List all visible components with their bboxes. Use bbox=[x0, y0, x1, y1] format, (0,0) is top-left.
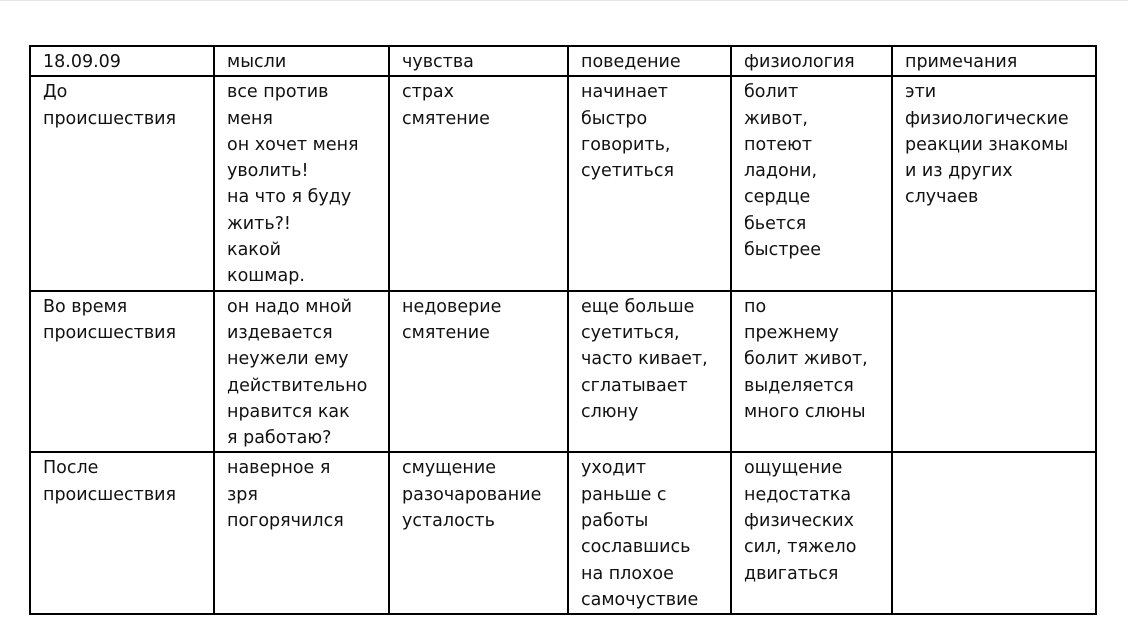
cell-physiology-during: по прежнему болит живот, выделяется много слюны bbox=[731, 291, 892, 453]
cell-thoughts-after: наверное я зря погорячился bbox=[214, 452, 389, 614]
header-thoughts: мысли bbox=[214, 46, 389, 76]
cell-behavior-before: начинает быстро говорить, суетиться bbox=[568, 76, 731, 290]
row-label-after: После происшествия bbox=[30, 452, 214, 614]
header-behavior: поведение bbox=[568, 46, 731, 76]
cell-behavior-during: еще больше суетиться, часто кивает, сглатывает слюну bbox=[568, 291, 731, 453]
header-notes: примечания bbox=[892, 46, 1096, 76]
header-date: 18.09.09 bbox=[30, 46, 214, 76]
row-label-before: До происшествия bbox=[30, 76, 214, 290]
cell-feelings-before: страх смятение bbox=[389, 76, 568, 290]
table-row-during bbox=[30, 291, 1096, 453]
table-row-after bbox=[30, 452, 1096, 614]
header-feelings: чувства bbox=[389, 46, 568, 76]
cell-behavior-after: уходит раньше с работы сославшись на плохое самочуствие bbox=[568, 452, 731, 614]
cell-notes-during bbox=[892, 291, 1096, 453]
cell-feelings-after: смущение разочарование усталость bbox=[389, 452, 568, 614]
cell-notes-after bbox=[892, 452, 1096, 614]
header-row bbox=[30, 46, 1096, 76]
cell-notes-before: эти физиологические реакции знакомы и из других случаев bbox=[892, 76, 1096, 290]
diary-table bbox=[29, 45, 1097, 615]
table-row-before bbox=[30, 76, 1096, 290]
cell-physiology-after: ощущение недостатка физических сил, тяжело двигаться bbox=[731, 452, 892, 614]
cell-feelings-during: недоверие смятение bbox=[389, 291, 568, 453]
header-physiology: физиология bbox=[731, 46, 892, 76]
cell-thoughts-during: он надо мной издевается неужели ему действительно нравится как я работаю? bbox=[214, 291, 389, 453]
cell-thoughts-before: все против меня он хочет меня уволить! на что я буду жить?! какой кошмар. bbox=[214, 76, 389, 290]
row-label-during: Во время происшествия bbox=[30, 291, 214, 453]
cell-physiology-before: болит живот, потеют ладони, сердце бьется быстрее bbox=[731, 76, 892, 290]
top-divider bbox=[0, 0, 1128, 1]
